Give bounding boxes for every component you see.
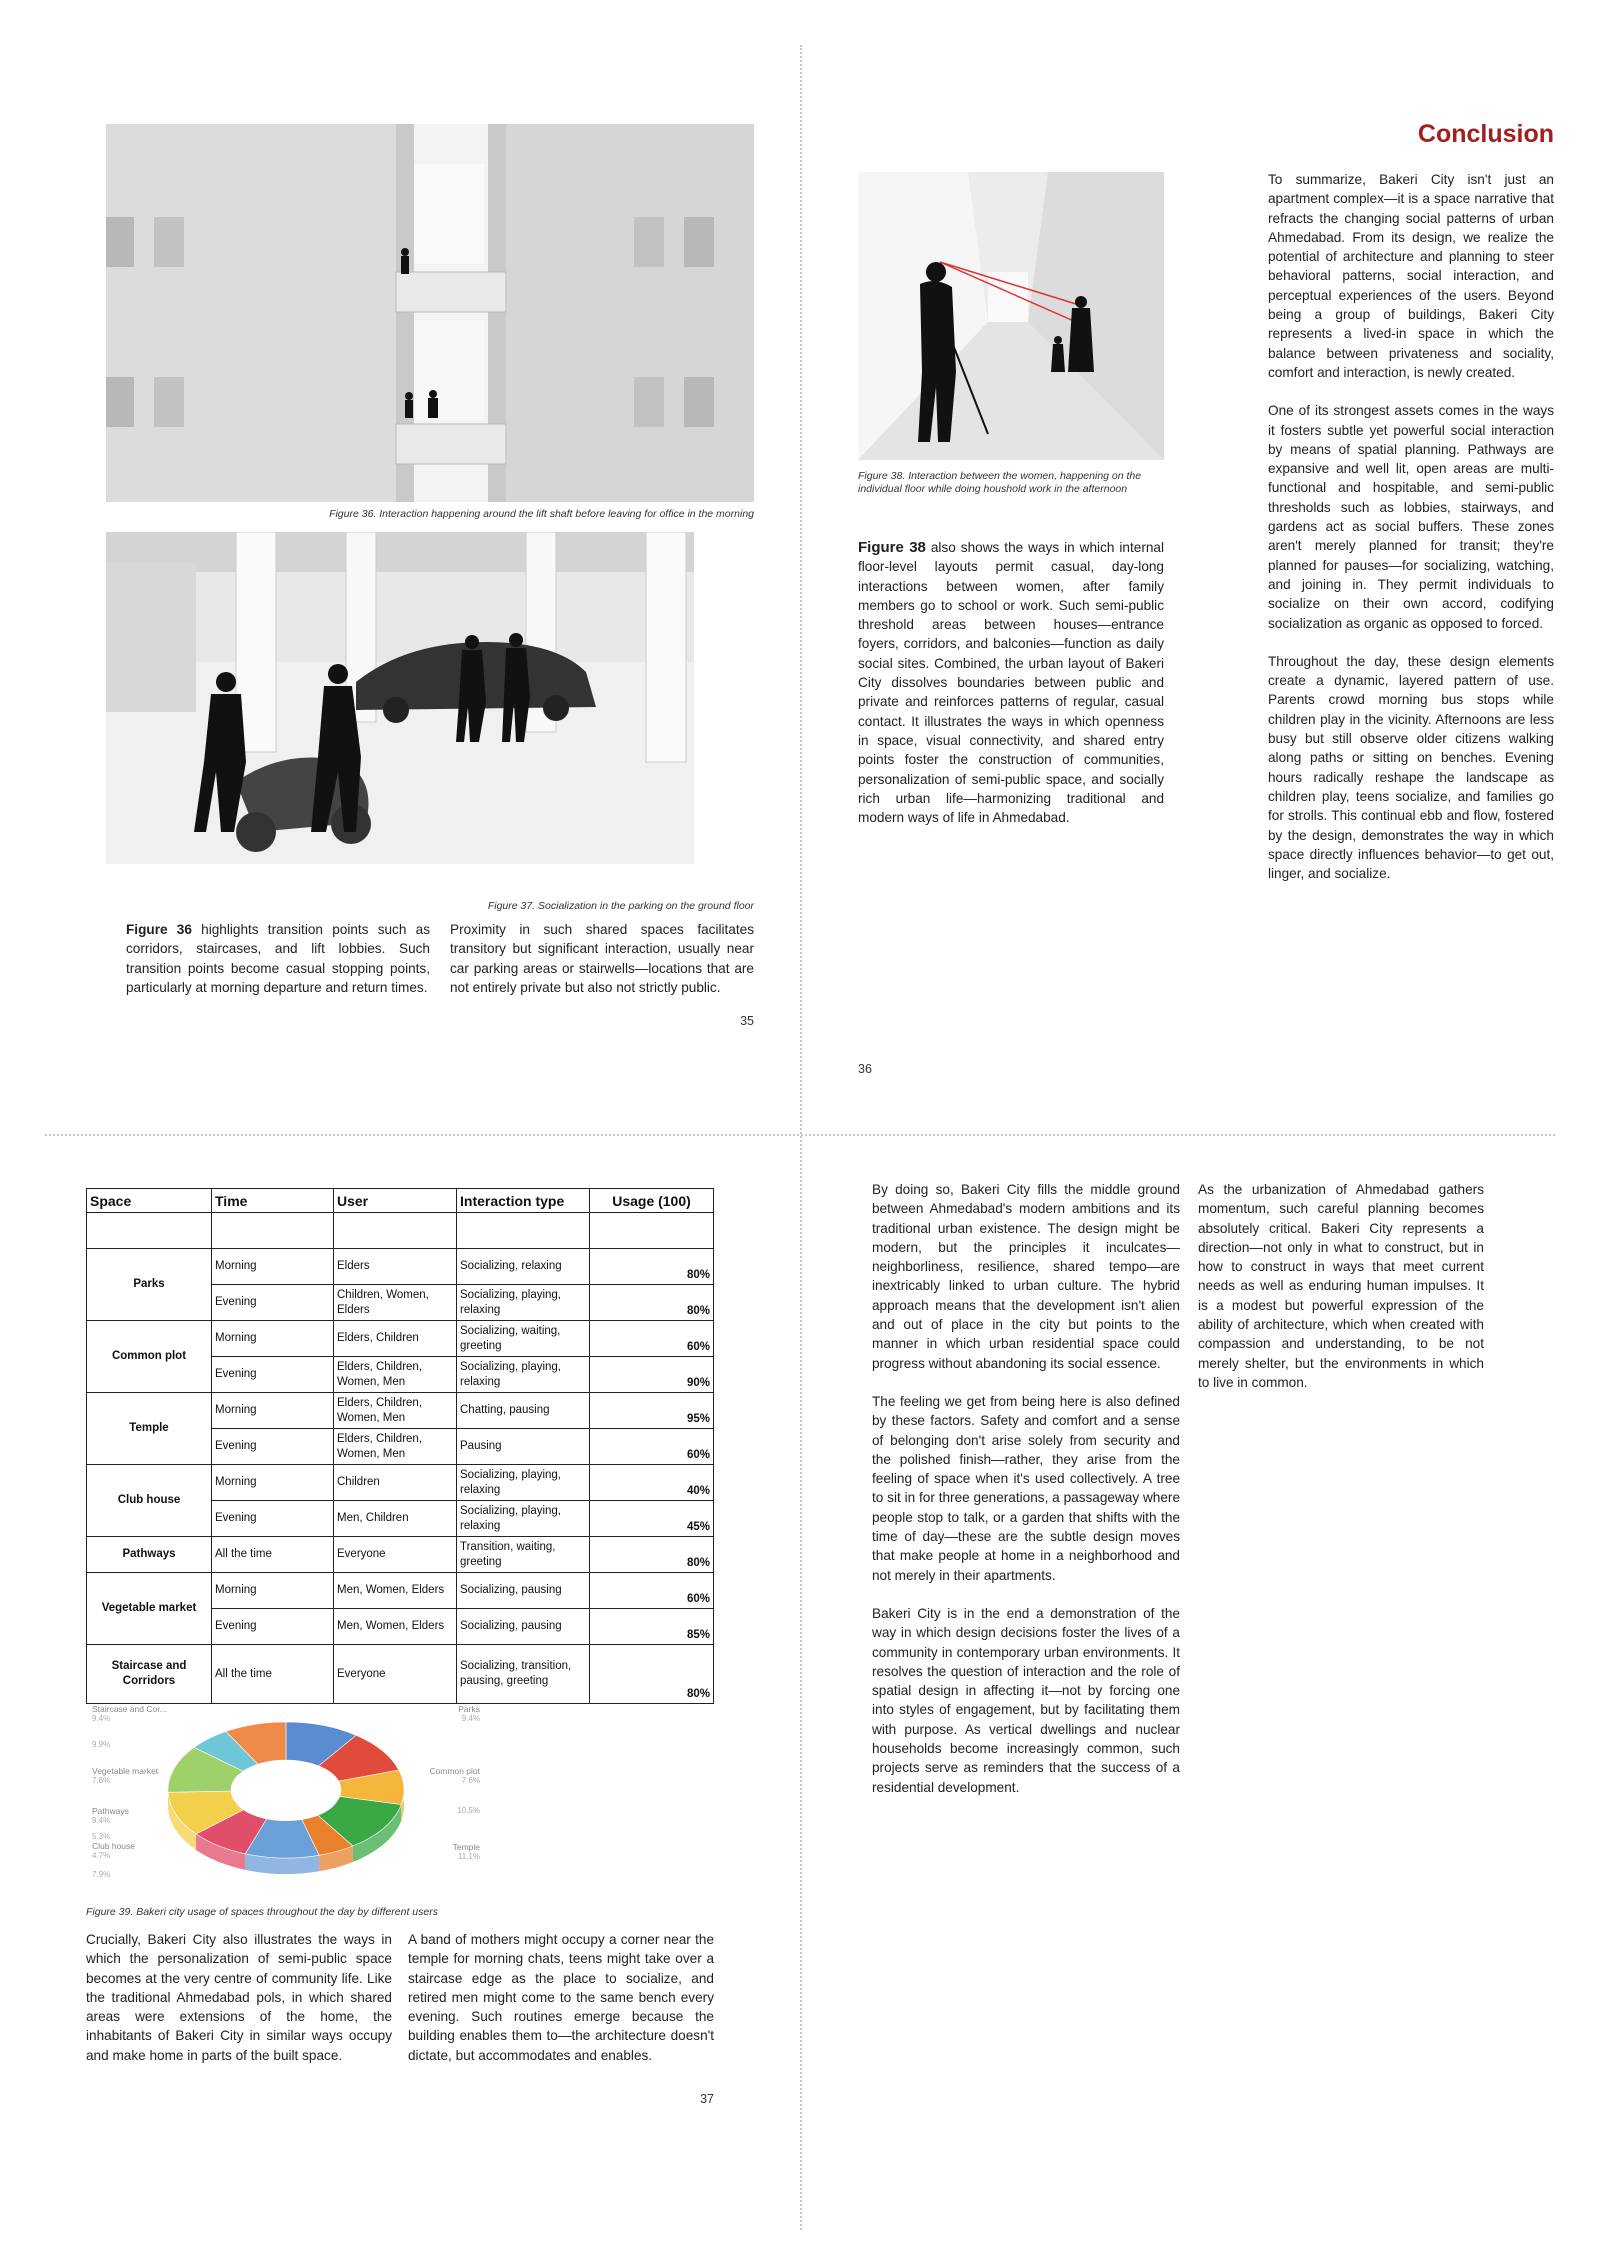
user-cell: Everyone xyxy=(334,1645,457,1704)
user-cell: Everyone xyxy=(334,1537,457,1573)
space-usage-table xyxy=(86,1188,714,1704)
table-row xyxy=(87,1465,714,1501)
interaction-cell: Socializing, waiting, greeting xyxy=(457,1321,590,1357)
conclusion-para-1: To summarize, Bakeri City isn't just an apartment complex—it is a space narrative that refracts the changing social patterns of urban Ahmedabad. From its design, we realize the potential of architecture and planning to steer behavioral patterns, social interaction, and perceptual experiences of the users. Beyond being a group of buildings, Bakeri City represents a lived-in space in which the balance between privateness and sociality, comfort and interaction, is newly created. xyxy=(1268,172,1554,380)
time-cell: Evening xyxy=(212,1429,334,1465)
chart-label-pathways: Pathways 9.4% xyxy=(92,1806,129,1825)
page38-para-1: By doing so, Bakeri City fills the middle ground between Ahmedabad's modern ambitions and its traditional urban existence. The design might be modern, but the principles it inculcates—neighborliness, resilience, shared tempo—are inextricably linked to urban culture. The hybrid approach means that the development isn't alien and out of place in the city but points to the manner in which urban residential space could progress without abandoning its social essence. xyxy=(872,1182,1180,1371)
interaction-cell: Socializing, playing, relaxing xyxy=(457,1285,590,1321)
space-cell: Temple xyxy=(87,1393,212,1465)
figure-38-text: also shows the ways in which internal floor-level layouts permit casual, day-long interactions between women, after family members go to school or work. Such semi-public threshold areas between houses—entrance foyers, corridors, and balconies—function as daily social sites. Combined, the urban layout of Bakeri City dissolves boundaries between public and private and reinforces patterns of regular, casual contact. It illustrates the ways in which openness in space, visual connectivity, and shared entry points foster the construction of communities, personalization of semi-public space, and socially rich urban life—harmonizing traditional and modern ways of life in Ahmedabad. xyxy=(858,540,1164,826)
user-cell: Men, Women, Elders xyxy=(334,1609,457,1645)
usage-cell: 45% xyxy=(590,1501,714,1537)
usage-cell: 80% xyxy=(590,1285,714,1321)
page35-column-1 xyxy=(126,920,430,997)
table-row xyxy=(87,1321,714,1357)
header-user: User xyxy=(334,1189,457,1213)
vertical-page-divider xyxy=(800,45,802,2230)
figure-38-reference: Figure 38 xyxy=(858,539,926,556)
space-cell: Club house xyxy=(87,1465,212,1537)
space-cell: Staircase and Corridors xyxy=(87,1645,212,1704)
chart-label-parks: Parks 9.4% xyxy=(458,1704,480,1723)
conclusion-para-3: Throughout the day, these design elements create a dynamic, layered pattern of use. Parents crowd morning bus stops while children play in the vicinity. Afternoons are less busy but still observe older citizens walking along paths or sitting on benches. Evening hours radically reshape the landscape as children play, teens socialize, and families go for strolls. This continual ebb and flow, fostered by the design, demonstrates the way in which space directly influences behavior—to get out, linger, and socialize. xyxy=(1268,653,1554,882)
usage-cell: 85% xyxy=(590,1609,714,1645)
usage-donut-chart-area xyxy=(86,1702,486,1894)
page38-column-1 xyxy=(872,1180,1180,1797)
interaction-cell: Pausing xyxy=(457,1429,590,1465)
time-cell: Evening xyxy=(212,1501,334,1537)
header-interaction: Interaction type xyxy=(457,1189,590,1213)
figure-39-caption: Figure 39. Bakeri city usage of spaces throughout the day by different users xyxy=(86,1906,438,1918)
table-row xyxy=(87,1645,714,1704)
figure-38-caption: Figure 38. Interaction between the women, happening on the individual floor while doing houshold work in the afternoon xyxy=(858,470,1142,495)
page38-column-2: As the urbanization of Ahmedabad gathers momentum, such careful planning becomes absolutely critical. Bakeri City represents a direction—not only in what to construct, but in how to construct in ways that meet current needs as well as enduring human impulses. It is a modest but powerful expression of the ability of architecture, which when created with compassion and understanding, to be not merely shelter, but the environments in which to live in common. xyxy=(1198,1182,1484,1390)
figure-37-caption: Figure 37. Socialization in the parking on the ground floor xyxy=(487,900,754,912)
conclusion-heading: Conclusion xyxy=(1417,120,1554,148)
time-cell: All the time xyxy=(212,1537,334,1573)
usage-table-container xyxy=(86,1188,714,1704)
chart-label-unlabeled-left-1: 9.9% xyxy=(92,1740,111,1749)
interaction-cell: Transition, waiting, greeting xyxy=(457,1537,590,1573)
page38-para-2: The feeling we get from being here is also defined by these factors. Safety and comfort and a sense of belonging don't arise solely from security and the polished finish—rather, they arise from the feeling of space when it's used collectively. A tree to sit in for three generations, a passageway where people stop to talk, or a garden that shifts with the time of day—these are the subtle design moves that make people at home in a neighborhood and not merely in their apartments. xyxy=(872,1393,1180,1583)
table-row xyxy=(87,1537,714,1573)
space-cell: Pathways xyxy=(87,1537,212,1573)
user-cell: Children xyxy=(334,1465,457,1501)
page-number-35: 35 xyxy=(740,1014,754,1028)
usage-cell: 80% xyxy=(590,1249,714,1285)
figure-36-reference: Figure 36 xyxy=(126,922,192,937)
donut-hole xyxy=(233,1767,339,1821)
figure-37-image xyxy=(106,532,694,864)
table-header-row xyxy=(87,1189,714,1213)
chart-label-unlabeled-left-2: 7.9% xyxy=(92,1870,111,1879)
space-cell: Vegetable market xyxy=(87,1573,212,1645)
interaction-cell: Chatting, pausing xyxy=(457,1393,590,1429)
time-cell: Morning xyxy=(212,1321,334,1357)
interaction-cell: Socializing, playing, relaxing xyxy=(457,1501,590,1537)
chart-label-vegetable-market: Vegetable market 7.6% xyxy=(92,1766,159,1785)
page36-column-1 xyxy=(858,538,1164,827)
interaction-cell: Socializing, playing, relaxing xyxy=(457,1357,590,1393)
user-cell: Elders, Children xyxy=(334,1321,457,1357)
time-cell: Evening xyxy=(212,1285,334,1321)
time-cell: Evening xyxy=(212,1357,334,1393)
usage-cell: 90% xyxy=(590,1357,714,1393)
parking-ground-floor-render xyxy=(106,532,694,864)
usage-cell: 60% xyxy=(590,1429,714,1465)
conclusion-column xyxy=(1268,170,1554,883)
chart-label-unlabeled-right: 10.5% xyxy=(457,1806,480,1815)
usage-cell: 40% xyxy=(590,1465,714,1501)
table-row xyxy=(87,1249,714,1285)
figure-36-image xyxy=(106,124,754,502)
user-cell: Children, Women, Elders xyxy=(334,1285,457,1321)
page35-col1-text: highlights transition points such as corridors, staircases, and lift lobbies. Such transition points become casual stopping points, particularly at morning departure and return times. xyxy=(126,922,431,995)
header-time: Time xyxy=(212,1189,334,1213)
interaction-cell: Socializing, transition, pausing, greeting xyxy=(457,1645,590,1704)
usage-cell: 80% xyxy=(590,1537,714,1573)
time-cell: All the time xyxy=(212,1645,334,1704)
figure-36-caption: Figure 36. Interaction happening around the lift shaft before leaving for office in the morning xyxy=(329,508,754,520)
time-cell: Morning xyxy=(212,1573,334,1609)
chart-label-club-house: 5.3% Club house 4.7% xyxy=(92,1832,136,1860)
chart-label-staircase: Staircase and Cor... 9.4% xyxy=(92,1704,167,1723)
user-cell: Men, Women, Elders xyxy=(334,1573,457,1609)
user-cell: Elders, Children, Women, Men xyxy=(334,1429,457,1465)
usage-donut-chart xyxy=(86,1702,486,1894)
conclusion-para-2: One of its strongest assets comes in the ways it fosters subtle yet powerful social interaction by means of spatial planning. Pathways are expansive and well lit, open areas are multi-functional and hospitable, and semi-public thresholds such as lobbies, stairways, and gardens act as social buffers. These zones aren't merely planned for transit; they're planned for pauses—for socializing, watching, and joining in. They permit individuals to socialize on their own accord, codifying socialization as organic as opposed to forced. xyxy=(1268,403,1554,631)
user-cell: Elders, Children, Women, Men xyxy=(334,1393,457,1429)
usage-cell: 60% xyxy=(590,1573,714,1609)
page35-column-2: Proximity in such shared spaces facilitates transitory but significant interaction, usually near car parking areas or stairwells—locations that are not entirely private but also not strictly public. xyxy=(450,922,754,995)
page-number-36: 36 xyxy=(858,1062,872,1076)
header-space: Space xyxy=(87,1189,212,1213)
horizontal-page-divider xyxy=(45,1134,1555,1136)
corridor-women-render xyxy=(858,172,1164,460)
space-cell: Common plot xyxy=(87,1321,212,1393)
interaction-cell: Socializing, pausing xyxy=(457,1609,590,1645)
page-number-37: 37 xyxy=(700,2092,714,2106)
usage-cell: 95% xyxy=(590,1393,714,1429)
page37-column-2: A band of mothers might occupy a corner near the temple for morning chats, teens might take over a staircase edge as the place to socialize, and retired men might come to the same bench every evening. Such routines emerge because the building enables them to—the architecture doesn't dictate, but accommodates and enables. xyxy=(408,1932,714,2063)
space-cell: Parks xyxy=(87,1249,212,1321)
table-row xyxy=(87,1573,714,1609)
interaction-cell: Socializing, playing, relaxing xyxy=(457,1465,590,1501)
figure-38-image xyxy=(858,172,1164,460)
interaction-cell: Socializing, pausing xyxy=(457,1573,590,1609)
usage-cell: 60% xyxy=(590,1321,714,1357)
header-usage: Usage (100) xyxy=(590,1189,714,1213)
chart-label-common-plot: Common plot 7.6% xyxy=(429,1766,480,1785)
user-cell: Elders, Children, Women, Men xyxy=(334,1357,457,1393)
time-cell: Evening xyxy=(212,1609,334,1645)
time-cell: Morning xyxy=(212,1393,334,1429)
time-cell: Morning xyxy=(212,1249,334,1285)
usage-cell: 80% xyxy=(590,1645,714,1704)
table-row xyxy=(87,1393,714,1429)
interaction-cell: Socializing, relaxing xyxy=(457,1249,590,1285)
page38-para-3: Bakeri City is in the end a demonstration of the way in which design decisions foster the lives of a community in contemporary urban environments. It resolves the question of interaction and the role of spatial design in affecting it—not by forcing one into styles of engagement, but by facilitating them with purpose. As vertical dwellings and nuclear households become increasingly common, such projects serve as reminders that the success of a residential development. xyxy=(872,1605,1180,1795)
building-lift-shaft-render xyxy=(106,124,754,502)
page37-column-1: Crucially, Bakeri City also illustrates the ways in which the personalization of semi-public space becomes at the very centre of community life. Like the traditional Ahmedabad pols, in which shared areas were extensions of the home, the inhabitants of Bakeri City in similar ways occupy and make home in parts of the built space. xyxy=(86,1932,392,2063)
table-spacer-row xyxy=(87,1213,714,1249)
user-cell: Elders xyxy=(334,1249,457,1285)
chart-label-temple: Temple 11.1% xyxy=(452,1842,480,1861)
user-cell: Men, Children xyxy=(334,1501,457,1537)
time-cell: Morning xyxy=(212,1465,334,1501)
